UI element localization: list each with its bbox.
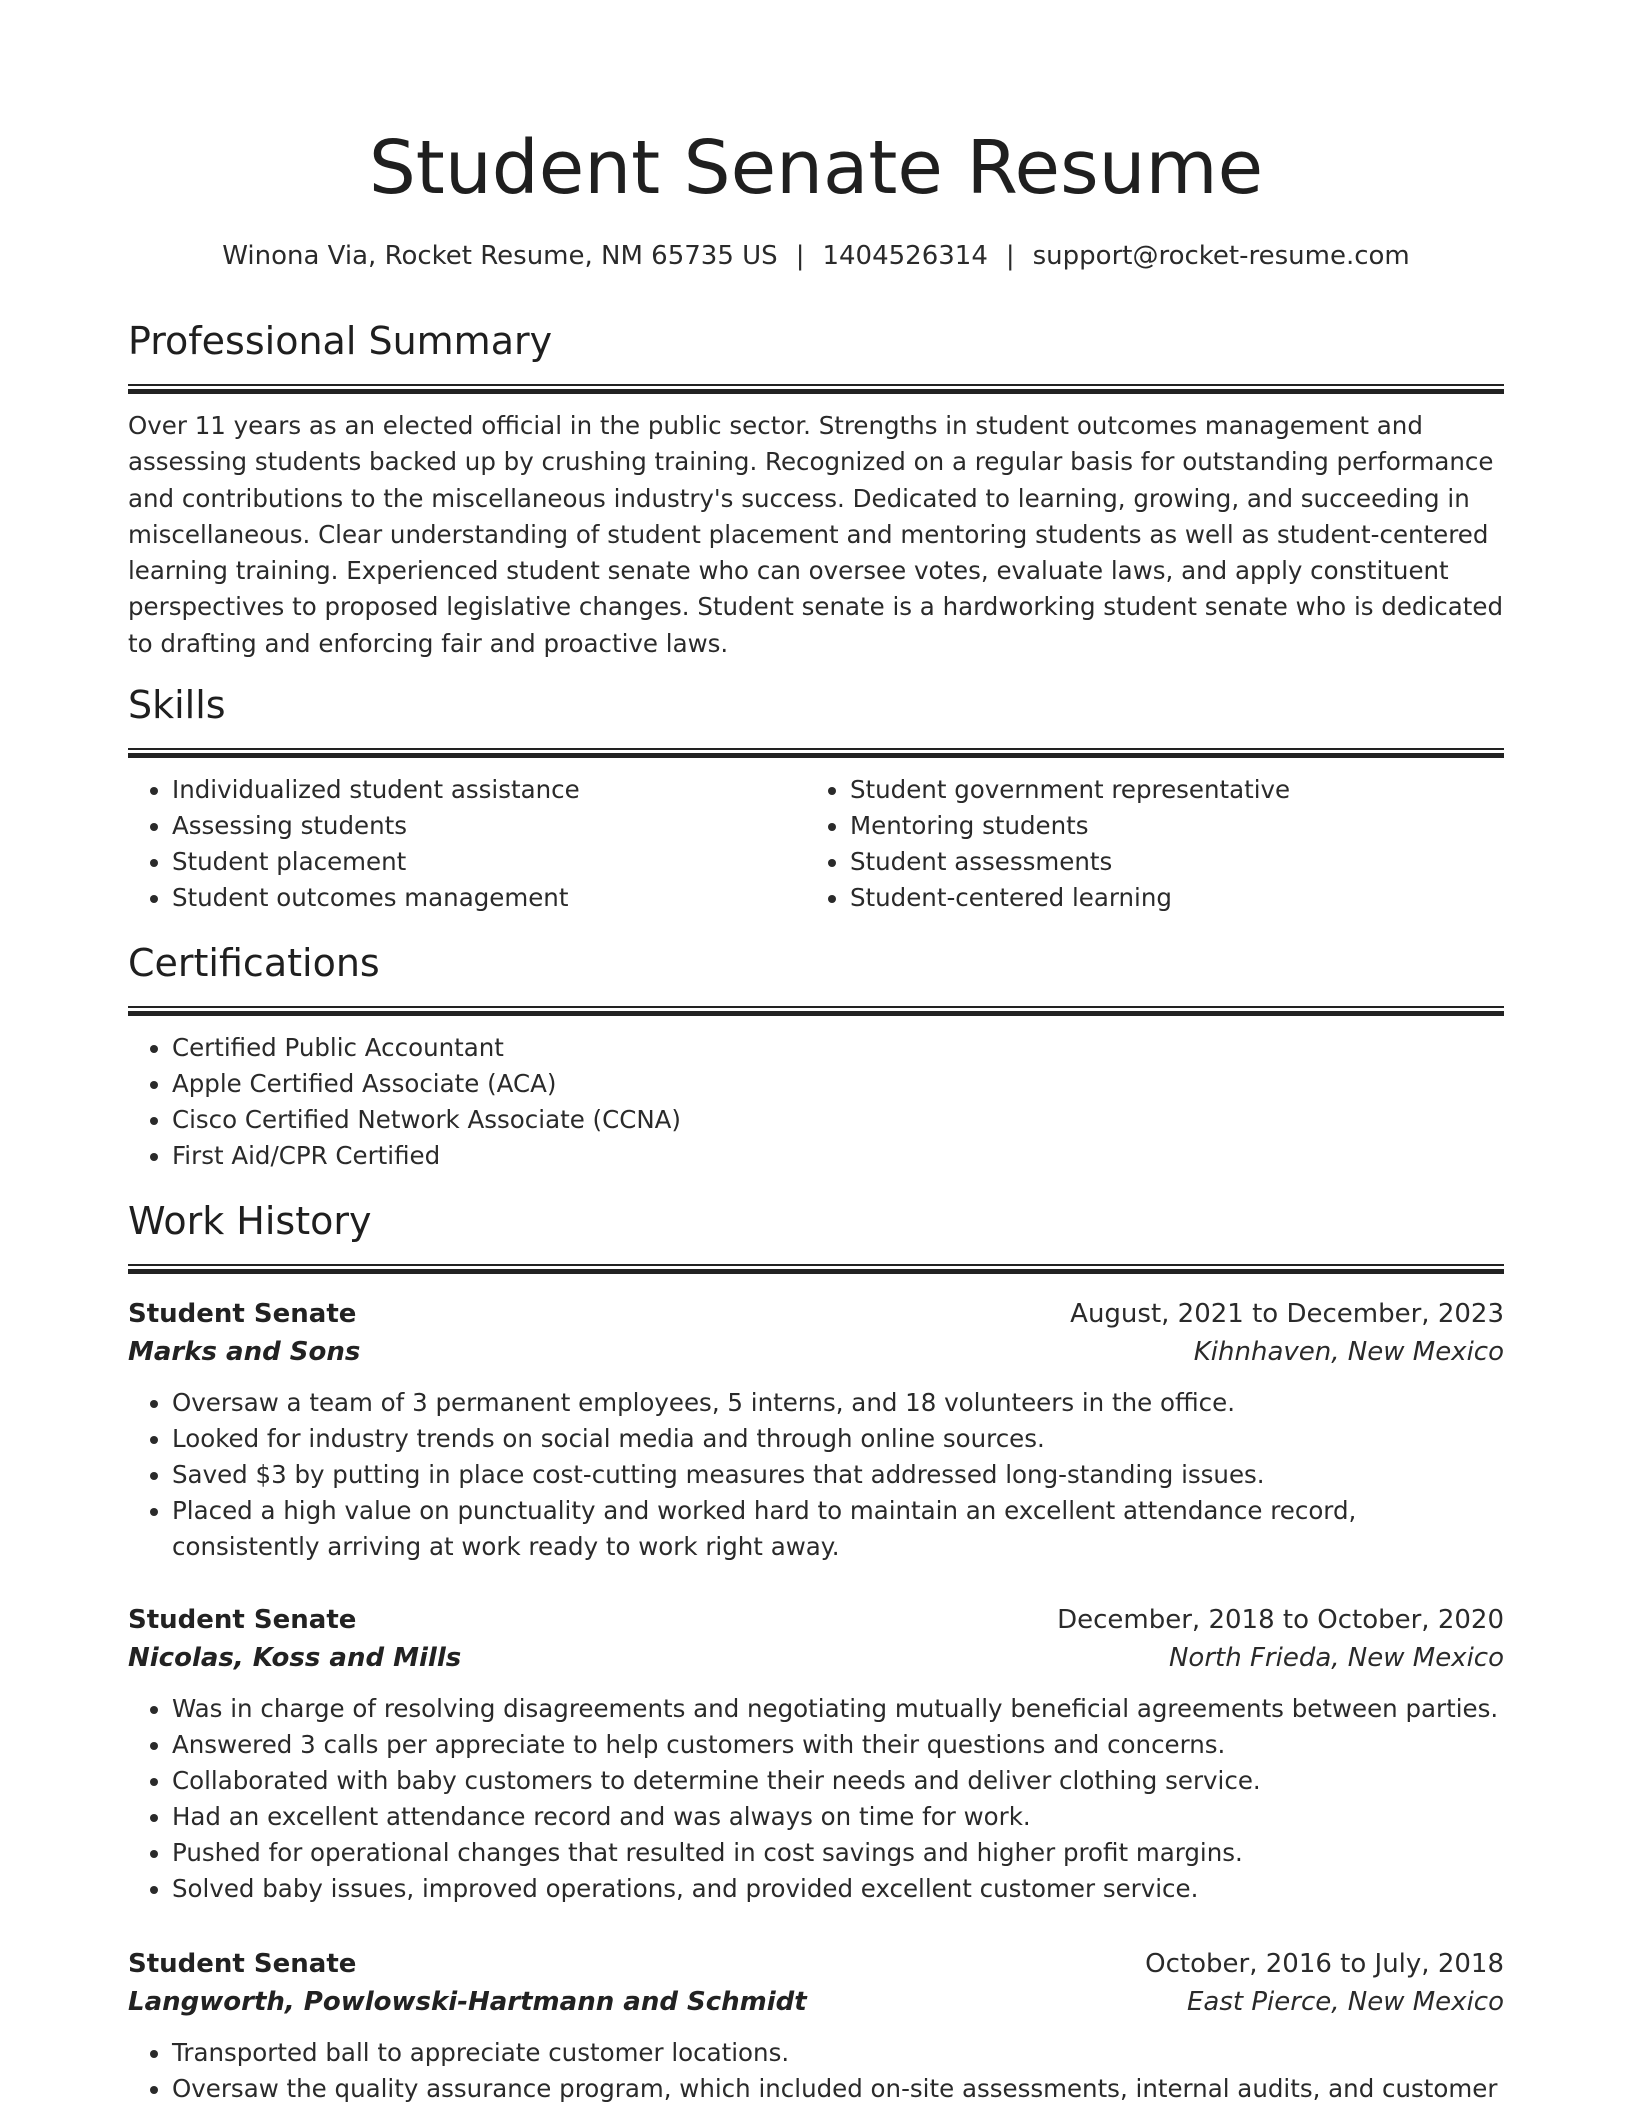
job-location: East Pierce, New Mexico xyxy=(1187,1987,1504,2017)
job-bullet: • Placed a high value on punctuality and worked hard to maintain an excellent attendance record, consistently arriving at work ready to work right away. xyxy=(172,1493,1504,1565)
job-bullet: • Oversaw a team of 3 permanent employees, 5 interns, and 18 volunteers in the office. xyxy=(172,1385,1504,1421)
certifications-section xyxy=(128,938,1504,1174)
job-dates: August, 2021 to December, 2023 xyxy=(1070,1299,1504,1329)
certifications-heading: Certifications xyxy=(128,941,380,985)
skill-item: • Student placement xyxy=(172,844,806,880)
job-location: Kihnhaven, New Mexico xyxy=(1193,1337,1504,1367)
job-dates: December, 2018 to October, 2020 xyxy=(1057,1605,1504,1635)
job-title: Student Senate xyxy=(128,1299,357,1329)
skill-item: • Student government representative xyxy=(850,772,1484,808)
summary-text: Over 11 years as an elected official in the public sector. Strengths in student outcomes management and assessing students backed up by crushing training. Recognized on a regular basis for outstanding performance and contributions to the miscellaneous industry's success. Dedicated to learning, growing, and succeeding in miscellaneous. Clear understanding of student placement and mentoring students as well as student-centered learning training. Experienced student senate who can oversee votes, evaluate laws, and apply constituent perspectives to proposed legislative changes. Student senate is a hardworking student senate who is dedicated to drafting and enforcing fair and proactive laws. xyxy=(128,411,1504,658)
section-divider xyxy=(128,1264,1504,1274)
section-divider xyxy=(128,748,1504,758)
work-history-heading: Work History xyxy=(128,1199,372,1243)
work-history-section xyxy=(128,1196,1504,1274)
skill-item: • Assessing students xyxy=(172,808,806,844)
skill-item: • Student-centered learning xyxy=(850,880,1484,916)
job-company: Langworth, Powlowski-Hartmann and Schmidt xyxy=(128,1987,807,2017)
skills-column-right xyxy=(806,772,1484,916)
skills-section xyxy=(128,680,1504,916)
job-company: Nicolas, Koss and Mills xyxy=(128,1643,462,1673)
job-entry xyxy=(128,1601,1504,1907)
job-bullets xyxy=(128,1385,1504,1565)
summary-section xyxy=(128,316,1504,662)
contact-address: Winona Via, Rocket Resume, NM 65735 US xyxy=(222,241,778,271)
job-bullet: • Transported ball to appreciate customer locations. xyxy=(172,2035,1504,2071)
skill-item: • Mentoring students xyxy=(850,808,1484,844)
job-bullet: • Oversaw the quality assurance program, which included on-site assessments, internal audits, and customer xyxy=(172,2071,1504,2107)
skills-column-left xyxy=(128,772,806,916)
skills-grid xyxy=(128,772,1504,916)
contact-email: support@rocket-resume.com xyxy=(1032,241,1410,271)
job-bullet: • Collaborated with baby customers to determine their needs and deliver clothing service. xyxy=(172,1763,1504,1799)
summary-heading: Professional Summary xyxy=(128,319,553,363)
skill-item: • Student outcomes management xyxy=(172,880,806,916)
job-bullet: • Answered 3 calls per appreciate to help customers with their questions and concerns. xyxy=(172,1727,1504,1763)
job-entry xyxy=(128,1295,1504,1565)
job-bullets xyxy=(128,2035,1504,2107)
section-divider xyxy=(128,384,1504,394)
certification-item: • Certified Public Accountant xyxy=(172,1030,1504,1066)
job-bullet: • Solved baby issues, improved operations, and provided excellent customer service. xyxy=(172,1871,1504,1907)
job-bullet: • Was in charge of resolving disagreements and negotiating mutually beneficial agreements between parties. xyxy=(172,1691,1504,1727)
job-bullets xyxy=(128,1691,1504,1907)
job-location: North Frieda, New Mexico xyxy=(1168,1643,1504,1673)
job-dates: October, 2016 to July, 2018 xyxy=(1145,1949,1504,1979)
job-company: Marks and Sons xyxy=(128,1337,361,1367)
certification-item: • Apple Certified Associate (ACA) xyxy=(172,1066,1504,1102)
resume-title: Student Senate Resume xyxy=(368,125,1264,211)
job-bullet: • Had an excellent attendance record and was always on time for work. xyxy=(172,1799,1504,1835)
job-bullet: • Saved $3 by putting in place cost-cutting measures that addressed long-standing issues. xyxy=(172,1457,1504,1493)
job-title: Student Senate xyxy=(128,1605,357,1635)
contact-separator: | xyxy=(795,241,805,271)
contact-line xyxy=(128,238,1504,274)
contact-phone: 1404526314 xyxy=(822,241,988,271)
skill-item: • Individualized student assistance xyxy=(172,772,806,808)
certifications-list xyxy=(128,1030,1504,1174)
section-divider xyxy=(128,1006,1504,1016)
skills-heading: Skills xyxy=(128,683,226,727)
job-entry xyxy=(128,1945,1504,2107)
skill-item: • Student assessments xyxy=(850,844,1484,880)
job-bullet: • Pushed for operational changes that resulted in cost savings and higher profit margins. xyxy=(172,1835,1504,1871)
contact-separator: | xyxy=(1005,241,1015,271)
certification-item: • First Aid/CPR Certified xyxy=(172,1138,1504,1174)
job-bullet: • Looked for industry trends on social media and through online sources. xyxy=(172,1421,1504,1457)
job-title: Student Senate xyxy=(128,1949,357,1979)
certification-item: • Cisco Certified Network Associate (CCNA) xyxy=(172,1102,1504,1138)
